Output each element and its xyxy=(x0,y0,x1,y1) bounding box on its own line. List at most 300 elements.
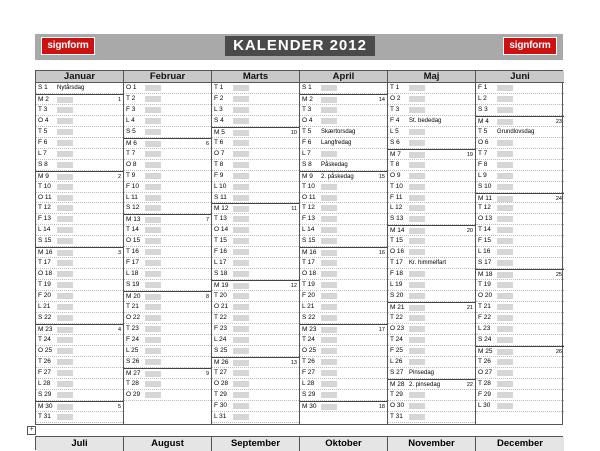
day-row xyxy=(212,225,299,236)
month-title: Marts xyxy=(212,71,299,83)
day-label: O 23 xyxy=(390,324,405,332)
holiday-label: Pinsedag xyxy=(409,369,435,376)
month-title: Februar xyxy=(124,71,211,83)
day-label: T 28 xyxy=(126,379,139,387)
day-bar xyxy=(145,96,161,102)
day-label: T 26 xyxy=(478,357,491,365)
day-row xyxy=(300,368,387,379)
week-number: 8 xyxy=(205,294,209,301)
day-bar xyxy=(497,173,513,179)
day-bar xyxy=(321,381,337,387)
day-row xyxy=(476,214,564,225)
day-label: M 25 xyxy=(478,347,493,355)
week-number: 20 xyxy=(466,228,473,235)
day-row xyxy=(388,390,475,401)
day-label: F 2 xyxy=(214,94,224,102)
day-bar xyxy=(321,184,337,190)
day-bar xyxy=(57,205,73,211)
day-row xyxy=(300,313,387,324)
day-label: S 10 xyxy=(478,182,492,190)
day-label: O 18 xyxy=(38,270,53,278)
day-label: M 11 xyxy=(478,194,492,202)
day-label: T 1 xyxy=(390,84,400,91)
day-row xyxy=(36,127,123,138)
day-label: L 7 xyxy=(38,149,47,157)
day-label: O 9 xyxy=(390,171,401,179)
day-label: S 4 xyxy=(214,116,224,124)
day-label: L 23 xyxy=(478,324,491,332)
day-label: S 12 xyxy=(126,204,140,212)
day-bar xyxy=(145,304,161,310)
day-row xyxy=(300,182,387,193)
day-row xyxy=(36,302,123,313)
day-row xyxy=(476,291,564,302)
day-row xyxy=(124,258,211,269)
day-row xyxy=(124,149,211,160)
day-bar xyxy=(145,129,161,135)
day-label: O 15 xyxy=(126,237,141,245)
day-bar xyxy=(57,238,73,244)
day-row xyxy=(212,116,299,127)
day-row xyxy=(476,182,564,193)
day-row xyxy=(476,116,564,127)
day-row xyxy=(476,94,564,105)
day-row xyxy=(476,171,564,182)
day-row xyxy=(36,247,123,258)
day-bar xyxy=(233,195,249,201)
day-label: M 14 xyxy=(390,227,405,235)
day-bar xyxy=(497,304,513,310)
day-row xyxy=(124,171,211,182)
day-row xyxy=(300,116,387,127)
day-bar xyxy=(57,282,73,288)
day-bar xyxy=(145,217,161,223)
day-row xyxy=(36,160,123,171)
day-bar xyxy=(321,337,337,343)
day-label: S 29 xyxy=(38,390,52,398)
day-row xyxy=(212,357,299,368)
day-bar xyxy=(497,249,513,255)
day-row xyxy=(476,83,564,94)
month-title-september: September xyxy=(212,437,300,451)
day-bar xyxy=(145,249,161,255)
day-label: M 9 xyxy=(38,172,49,180)
day-row xyxy=(212,412,299,423)
month-column-april xyxy=(300,71,388,424)
expand-plus-icon[interactable]: + xyxy=(27,426,36,435)
day-bar xyxy=(497,272,513,278)
week-number: 1 xyxy=(117,96,121,103)
day-label: S 8 xyxy=(38,160,48,168)
day-row xyxy=(476,357,564,368)
day-bar xyxy=(497,349,513,355)
day-row xyxy=(476,269,564,280)
month-title: Januar xyxy=(36,71,123,83)
month-title: April xyxy=(300,71,387,83)
signform-logo-left: signform xyxy=(41,37,95,55)
day-label: T 21 xyxy=(478,303,491,311)
holiday-label: Påskedag xyxy=(321,161,348,168)
day-label: T 29 xyxy=(214,390,227,398)
day-bar xyxy=(409,293,425,299)
day-row xyxy=(300,379,387,390)
day-bar xyxy=(409,392,425,398)
day-label: S 17 xyxy=(478,259,492,267)
day-row xyxy=(476,225,564,236)
day-bar xyxy=(409,216,425,222)
day-bar xyxy=(321,107,337,113)
day-row xyxy=(476,346,564,357)
day-label: T 5 xyxy=(38,127,48,135)
day-label: S 3 xyxy=(478,105,488,113)
day-bar xyxy=(145,260,161,266)
day-bar xyxy=(145,337,161,343)
day-row xyxy=(300,160,387,171)
day-bar xyxy=(233,107,249,113)
day-label: M 16 xyxy=(38,249,53,257)
day-label: O 7 xyxy=(214,149,225,157)
holiday-label: Kr. himmelfart xyxy=(409,260,447,267)
day-bar xyxy=(497,392,513,398)
day-row xyxy=(212,94,299,105)
day-row xyxy=(212,236,299,247)
day-row xyxy=(36,149,123,160)
day-label: F 24 xyxy=(126,335,140,343)
day-bar xyxy=(233,184,249,190)
day-bar xyxy=(233,227,249,233)
day-row xyxy=(300,302,387,313)
day-bar xyxy=(145,359,161,365)
day-label: F 25 xyxy=(390,346,404,354)
day-bar xyxy=(497,238,513,244)
day-label: T 3 xyxy=(390,105,400,113)
day-bar xyxy=(57,414,73,420)
day-row xyxy=(36,83,123,94)
day-row xyxy=(388,236,475,247)
day-row xyxy=(212,171,299,182)
day-label: M 7 xyxy=(390,150,401,158)
month-title-november: November xyxy=(388,437,476,451)
day-bar xyxy=(233,249,249,255)
day-bar xyxy=(409,85,425,91)
day-bar xyxy=(409,162,425,168)
day-label: L 14 xyxy=(38,226,51,234)
day-bar xyxy=(409,107,425,113)
day-bar xyxy=(409,195,425,201)
day-row xyxy=(36,225,123,236)
day-label: S 1 xyxy=(302,84,312,91)
day-bar xyxy=(409,238,425,244)
day-bar xyxy=(497,162,513,168)
week-number: 13 xyxy=(290,359,297,366)
holiday-label: St. bededag xyxy=(409,117,442,124)
day-bar xyxy=(145,315,161,321)
day-label: O 29 xyxy=(126,390,141,398)
day-row xyxy=(212,390,299,401)
week-number: 15 xyxy=(378,173,385,180)
day-label: M 2 xyxy=(38,95,49,103)
day-bar xyxy=(321,195,337,201)
day-label: F 4 xyxy=(390,116,400,124)
day-label: T 24 xyxy=(390,335,403,343)
day-label: O 16 xyxy=(390,248,405,256)
day-label: O 25 xyxy=(38,346,53,354)
day-row xyxy=(388,203,475,214)
day-bar xyxy=(145,118,161,124)
day-label: M 20 xyxy=(126,293,141,301)
day-label: T 2 xyxy=(126,94,136,102)
day-bar xyxy=(233,403,249,409)
day-row xyxy=(212,127,299,138)
day-label: S 11 xyxy=(214,193,227,201)
day-bar xyxy=(409,348,425,354)
day-row xyxy=(300,105,387,116)
day-bar xyxy=(57,293,73,299)
day-row xyxy=(36,357,123,368)
day-bar xyxy=(233,260,249,266)
day-label: L 28 xyxy=(38,379,51,387)
day-bar xyxy=(57,174,73,180)
week-number: 10 xyxy=(290,129,297,136)
day-label: T 20 xyxy=(214,292,227,300)
day-label: M 27 xyxy=(126,369,141,377)
day-bar xyxy=(233,326,249,332)
holiday-label: 2. pinsedag xyxy=(409,381,441,388)
day-row xyxy=(212,324,299,335)
day-row xyxy=(212,269,299,280)
day-row xyxy=(36,236,123,247)
day-bar xyxy=(409,184,425,190)
day-bar xyxy=(57,271,73,277)
day-row xyxy=(300,171,387,182)
day-row xyxy=(476,368,564,379)
day-label: O 11 xyxy=(38,193,52,201)
day-bar xyxy=(409,271,425,277)
day-bar xyxy=(497,370,513,376)
day-label: O 1 xyxy=(126,84,137,91)
day-bar xyxy=(409,173,425,179)
month-title: Maj xyxy=(388,71,475,83)
day-bar xyxy=(409,228,425,234)
day-bar xyxy=(145,162,161,168)
day-row xyxy=(212,105,299,116)
day-bar xyxy=(409,305,425,311)
day-row xyxy=(300,291,387,302)
day-row xyxy=(300,390,387,401)
day-row xyxy=(300,203,387,214)
day-bar xyxy=(145,238,161,244)
day-row xyxy=(300,258,387,269)
day-row xyxy=(300,236,387,247)
day-label: T 19 xyxy=(38,281,51,289)
day-row xyxy=(300,346,387,357)
day-label: T 15 xyxy=(214,237,227,245)
day-label: O 14 xyxy=(214,226,229,234)
day-row xyxy=(36,182,123,193)
day-row xyxy=(124,214,211,225)
day-label: F 27 xyxy=(302,368,316,376)
day-row xyxy=(300,94,387,105)
day-row xyxy=(212,313,299,324)
day-row xyxy=(212,83,299,94)
day-label: T 23 xyxy=(126,324,139,332)
day-bar xyxy=(145,141,161,147)
day-label: S 26 xyxy=(126,357,140,365)
day-label: S 15 xyxy=(302,237,316,245)
day-bar xyxy=(409,152,425,158)
week-number: 7 xyxy=(205,217,209,224)
day-label: F 13 xyxy=(302,215,316,223)
day-bar xyxy=(409,414,425,420)
holiday-label: Langfredag xyxy=(321,139,352,146)
day-label: O 22 xyxy=(126,314,141,322)
day-label: O 28 xyxy=(214,379,229,387)
week-number: 24 xyxy=(555,195,562,202)
day-row xyxy=(212,138,299,149)
day-row xyxy=(124,280,211,291)
month-column-juni xyxy=(476,71,564,424)
day-label: L 19 xyxy=(390,281,403,289)
day-label: S 1 xyxy=(38,84,48,91)
month-title-juli: Juli xyxy=(36,437,124,451)
day-label: O 11 xyxy=(302,193,316,201)
day-label: T 26 xyxy=(38,357,51,365)
day-row xyxy=(124,291,211,302)
day-label: M 12 xyxy=(214,205,229,213)
week-number: 18 xyxy=(378,403,385,410)
day-row xyxy=(388,258,475,269)
day-bar xyxy=(497,359,513,365)
day-bar xyxy=(321,404,337,410)
day-label: T 16 xyxy=(126,248,139,256)
day-bar xyxy=(233,392,249,398)
day-label: M 23 xyxy=(302,325,317,333)
day-bar xyxy=(57,370,73,376)
day-row xyxy=(388,346,475,357)
day-row xyxy=(124,83,211,94)
day-row xyxy=(212,401,299,412)
day-label: T 6 xyxy=(214,138,224,146)
day-bar xyxy=(233,283,249,289)
day-row xyxy=(212,346,299,357)
month-title-december: December xyxy=(476,437,564,451)
day-bar xyxy=(409,96,425,102)
day-row xyxy=(300,401,387,412)
day-label: L 21 xyxy=(38,303,51,311)
day-bar xyxy=(145,151,161,157)
week-number: 11 xyxy=(291,206,297,213)
day-bar xyxy=(409,359,425,365)
month-column-marts xyxy=(212,71,300,424)
day-bar xyxy=(497,85,513,91)
day-row xyxy=(36,105,123,116)
day-bar xyxy=(409,129,425,135)
day-row xyxy=(388,116,475,127)
day-bar xyxy=(233,304,249,310)
day-bar xyxy=(233,85,249,91)
day-row xyxy=(300,83,387,94)
day-bar xyxy=(321,227,337,233)
day-bar xyxy=(497,96,513,102)
day-bar xyxy=(145,184,161,190)
day-row xyxy=(124,182,211,193)
day-row xyxy=(300,225,387,236)
day-bar xyxy=(57,97,73,103)
day-row xyxy=(124,160,211,171)
day-bar xyxy=(57,337,73,343)
day-bar xyxy=(409,326,425,332)
day-row xyxy=(124,247,211,258)
day-bar xyxy=(145,107,161,113)
day-row xyxy=(124,225,211,236)
day-label: T 7 xyxy=(126,149,136,157)
day-row xyxy=(300,335,387,346)
day-row xyxy=(124,368,211,379)
day-label: F 9 xyxy=(214,171,224,179)
day-label: T 8 xyxy=(214,160,224,168)
day-row xyxy=(300,127,387,138)
calendar-grid xyxy=(35,70,563,425)
day-bar xyxy=(497,151,513,157)
day-label: O 18 xyxy=(302,270,317,278)
day-row xyxy=(388,127,475,138)
day-row xyxy=(388,138,475,149)
day-row xyxy=(124,105,211,116)
day-bar xyxy=(145,326,161,332)
day-label: M 9 xyxy=(302,172,313,180)
next-months-header xyxy=(35,436,563,450)
day-label: L 17 xyxy=(214,259,227,267)
day-label: F 29 xyxy=(478,390,492,398)
day-bar xyxy=(497,293,513,299)
week-number: 21 xyxy=(466,305,473,312)
day-bar xyxy=(497,119,513,125)
day-label: O 2 xyxy=(390,94,401,102)
day-label: T 24 xyxy=(38,335,51,343)
day-row xyxy=(124,324,211,335)
day-row xyxy=(300,324,387,335)
day-label: L 28 xyxy=(302,379,315,387)
day-row xyxy=(36,346,123,357)
day-row xyxy=(300,269,387,280)
day-bar xyxy=(233,381,249,387)
day-row xyxy=(388,401,475,412)
day-row xyxy=(388,379,475,390)
day-label: M 28 xyxy=(390,380,405,388)
day-bar xyxy=(321,327,337,333)
day-label: L 30 xyxy=(478,401,491,409)
day-bar xyxy=(145,294,161,300)
day-bar xyxy=(497,227,513,233)
day-label: L 12 xyxy=(390,204,403,212)
day-label: L 25 xyxy=(126,346,139,354)
day-label: S 24 xyxy=(478,335,492,343)
day-label: T 31 xyxy=(38,412,51,420)
day-label: T 12 xyxy=(302,204,315,212)
day-row xyxy=(476,302,564,313)
day-label: S 20 xyxy=(390,292,404,300)
day-bar xyxy=(497,140,513,146)
day-row xyxy=(36,291,123,302)
day-label: T 24 xyxy=(302,335,315,343)
day-bar xyxy=(57,327,73,333)
day-row xyxy=(476,313,564,324)
week-number: 17 xyxy=(378,326,385,333)
day-label: S 6 xyxy=(390,138,400,146)
day-row xyxy=(388,313,475,324)
day-label: T 17 xyxy=(390,259,403,267)
day-row xyxy=(212,291,299,302)
